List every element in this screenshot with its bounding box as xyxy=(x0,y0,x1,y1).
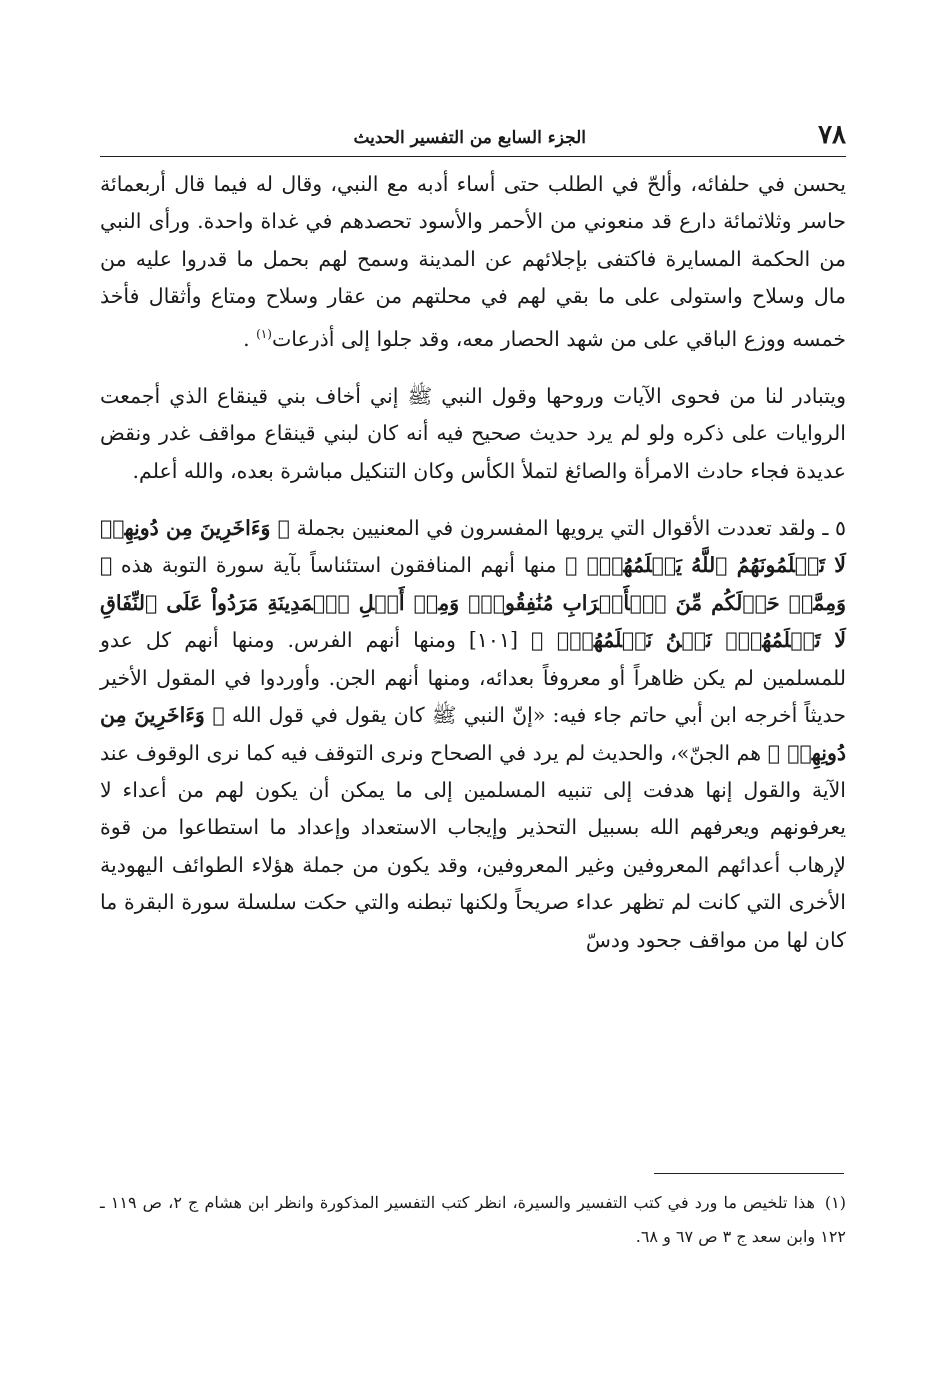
body-text xyxy=(100,166,846,959)
paragraph-3-part-1: ٥ ـ ولقد تعددت الأقوال التي يرويها المفسرون في المعنيين بجملة xyxy=(289,516,846,541)
paragraph-3 xyxy=(100,510,846,959)
paragraph-2: ويتبادر لنا من فحوى الآيات وروحها وقول النبي ﷺ إني أخاف بني قينقاع الذي أجمعت الروايات على ذكره ولو لم يرد حديث صحيح فيه أنه كان لبني قينقاع مواقف غدر ونقض عديدة فجاء حادث الامرأة والصائغ لتملأ الكأس وكان التنكيل مباشرة بعده، والله أعلم. xyxy=(100,383,846,483)
footnote-text: هذا تلخيص ما ورد في كتب التفسير والسيرة، انظر كتب التفسير المذكورة وانظر ابن هشام ج ٢، ص ١١٩ ـ ١٢٢ وابن سعد ج ٣ ص ٦٧ و ٦٨. xyxy=(100,1193,846,1246)
quran-verse-1: ﴿ وَءَاخَرِينَ مِن دُونِهِمۡ لَا تَعۡلَمُونَهُمُ ٱللَّهُ يَعۡلَمُهُمۡۚ ﴾ xyxy=(100,516,846,578)
paragraph-1 xyxy=(100,166,846,358)
footnote xyxy=(100,1186,846,1254)
paragraph-1-text: يحسن في حلفائه، وألحّ في الطلب حتى أساء أدبه مع النبي، وقال له فيما قال أربعمائة حاسر وثلاثمائة دارع قد منعوني من الأحمر والأسود تحصدهم في غداة واحدة. ورأى النبي من الحكمة المسايرة فاكتفى بإجلائهم عن المدينة وسمح لهم بحمل ما قدروا عليه من مال وسلاح واستولى على ما بقي لهم في محلتهم من عقار وسلاح ومتاع وأثقال فأخذ خمسه ووزع الباقي على من شهد الحصار معه، وقد جلوا إلى أذرعات xyxy=(100,172,846,351)
quran-verse-2: ﴿ وَمِمَّنۡ حَوۡلَكُم مِّنَ ٱلۡأَعۡرَابِ مُنَٰفِقُونَۖ وَمِنۡ أَهۡلِ ٱلۡمَدِينَةِ مَرَدُواْ عَلَى ٱلنِّفَاقِ لَا تَعۡلَمُهُمۡۖ نَحۡنُ نَعۡلَمُهُمۡۚ ﴾ xyxy=(100,553,847,653)
footnote-reference: (١) xyxy=(256,326,272,341)
paragraph-3-part-2: منها أنهم المنافقون استئناساً بآية سورة التوبة هذه xyxy=(112,553,566,578)
footnote-marker: (١) xyxy=(824,1193,846,1212)
paragraph-3-part-4: هم الجنّ»، والحديث لم يرد في الصحاح ونرى التوقف فيه كما نرى الوقوف عند الآية والقول إنها هدفت إلى تنبيه المسلمين إلى ما يمكن أن يكون لهم من أعداء لا يعرفونهم ويعرفهم الله بسبيل التحذير وإيجاب الاستعداد وإعداد ما استطاعوا من قوة لإرهاب أعدائهم المعروفين وغير المعروفين، وقد يكون من جملة هؤلاء الطوائف اليهودية الأخرى التي كانت لم تظهر عداء صريحاً ولكنها تبطنه والتي حكت سلسلة سورة البقرة ما كان لها من مواقف جحود ودسّ xyxy=(100,740,846,952)
footnote-paragraph xyxy=(100,1186,846,1254)
page-header xyxy=(100,118,846,157)
quran-verse-3: ﴿ وَءَاخَرِينَ مِن دُونِهِمۡ ﴾ xyxy=(100,703,846,765)
paragraph-3-part-3: [١٠١] ومنها أنهم الفرس. ومنها أنهم كل عدو للمسلمين لم يكن ظاهراً أو معروفاً بعدائه، ومنها أنهم الجن. وأوردوا في المقول الأخير حديثاً أخرجه ابن أبي حاتم جاء فيه: «إنّ النبي ﷺ كان يقول في قول الله xyxy=(100,628,846,728)
running-title: الجزء السابع من التفسير الحديث xyxy=(353,128,586,148)
page-number: ٧٨ xyxy=(818,120,846,150)
paragraph-1-end: . xyxy=(243,326,257,351)
footnote-divider xyxy=(654,1173,844,1174)
